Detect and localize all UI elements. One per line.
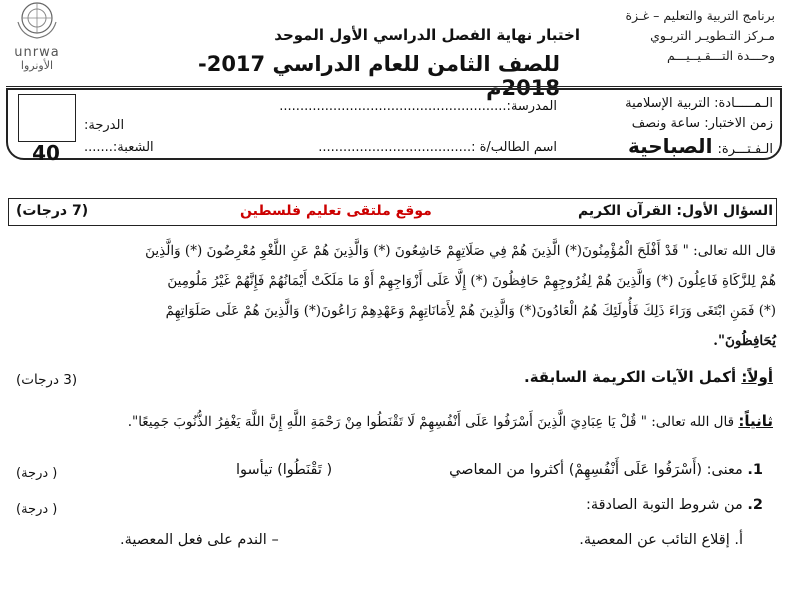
part1-label: أولاً:: [741, 368, 773, 386]
part1-text: أكمل الآيات الكريمة السابقة.: [524, 368, 742, 386]
cut-off-line: [0, 596, 787, 610]
site-label: موقع ملتقى تعليم فلسطين: [240, 203, 432, 219]
period-field: [573, 134, 773, 158]
logo-text-ar: الأونروا: [20, 59, 54, 72]
item-1: [449, 462, 763, 478]
grade-label: الدرجة:: [84, 118, 125, 133]
item-1-num: 1.: [747, 462, 763, 478]
item-1-text: معنى: (أَسْرَفُوا عَلَى أَنْفُسِهِمْ) أكثروا من المعاصي: [449, 462, 748, 478]
org-line-2: مـركز التـطويـر التربـوي: [650, 28, 775, 43]
passage-line-2: هُمْ لِلزَّكَاةِ فَاعِلُونَ (*) وَالَّذِينَ هُمْ لِفُرُوجِهِمْ حَافِظُونَ (*) إِلَّا عَلَى أَزْوَاجِهِمْ أَوْ مَا مَلَكَتْ أَيْمَانُهُمْ فَإِنَّهُمْ غَيْرُ مَلُومِينَ: [167, 273, 776, 289]
item-a: أ. إقلاع التائب عن المعصية.: [579, 532, 743, 548]
part1-prompt: [524, 368, 773, 386]
exam-title: اختبار نهاية الفصل الدراسي الأول الموحد: [274, 26, 580, 44]
question-title: السؤال الأول: القرآن الكريم: [577, 203, 773, 219]
item-a-2: – الندم على فعل المعصية.: [120, 532, 279, 548]
grade-year-title: للصف الثامن للعام الدراسي 2017-2018م: [197, 52, 560, 100]
part2-label: ثانياً:: [738, 412, 773, 430]
logo-text-en: unrwa: [14, 45, 60, 60]
subject-field: الـمـــــادة: التربية الإسلامية: [625, 96, 773, 111]
grade-input-box[interactable]: [18, 94, 76, 142]
period-label: الـفـتـــرة:: [717, 142, 773, 157]
item-1-marks: ( درجة): [16, 466, 58, 481]
org-block: [575, 6, 775, 66]
duration-field: زمن الاختبار: ساعة ونصف: [631, 116, 773, 131]
item-2-num: 2.: [747, 497, 763, 513]
part2-prompt: [9, 412, 773, 430]
un-emblem-icon: [8, 0, 66, 42]
student-field[interactable]: اسم الطالب/ة :.....................................: [318, 140, 557, 155]
total-grade: 40: [32, 141, 60, 165]
period-value: الصباحية: [627, 134, 713, 158]
passage-line-3: (*) فَمَنِ ابْتَغَى وَرَاءَ ذَلِكَ فَأُولَئِكَ هُمُ الْعَادُونَ(*) وَالَّذِينَ هُمْ لِأَمَانَاتِهِمْ وَعَهْدِهِمْ رَاعُونَ(*) وَالَّذِينَ هُمْ عَلَى صَلَوَاتِهِمْ: [165, 303, 776, 319]
item-2-text: من شروط التوبة الصادقة:: [585, 497, 748, 513]
passage-line-4: يُحَافِظُونَ".: [713, 333, 776, 349]
header-divider: [6, 86, 782, 87]
item-2: [586, 497, 763, 513]
part1-marks: (3 درجات): [16, 372, 78, 388]
item-1-text-2: ( تَقْنَطُوا) تيأسوا: [236, 462, 333, 478]
org-line-3: وحـــدة التـــقـيــيـــم: [666, 48, 775, 63]
passage-line-1: قال الله تعالى: " قَدْ أَفْلَحَ الْمُؤْمِنُونَ(*) الَّذِينَ هُمْ فِي صَلَاتِهِمْ خَاشِعُونَ (*) وَالَّذِينَ هُمْ عَنِ اللَّغْوِ مُعْرِضُونَ (*) وَالَّذِينَ: [145, 243, 776, 259]
part2-text: قال الله تعالى: " قُلْ يَا عِبَادِيَ الَّذِينَ أَسْرَفُوا عَلَى أَنْفُسِهِمْ لَا تَقْنَطُوا مِنْ رَحْمَةِ اللَّهِ إِنَّ اللَّهَ يَغْفِرُ الذُّنُوبَ جَمِيعًا".: [127, 414, 739, 430]
question-marks: (7 درجات): [16, 203, 89, 219]
quran-passage: [12, 236, 776, 356]
school-field[interactable]: المدرسة:.......................................................: [279, 99, 557, 114]
section-field[interactable]: الشعبة:.......: [84, 140, 154, 155]
item-2-marks: ( درجة): [16, 502, 58, 517]
unrwa-logo: [8, 0, 66, 72]
org-line-1: برنامج التربية والتعليم – غـزة: [625, 8, 775, 23]
